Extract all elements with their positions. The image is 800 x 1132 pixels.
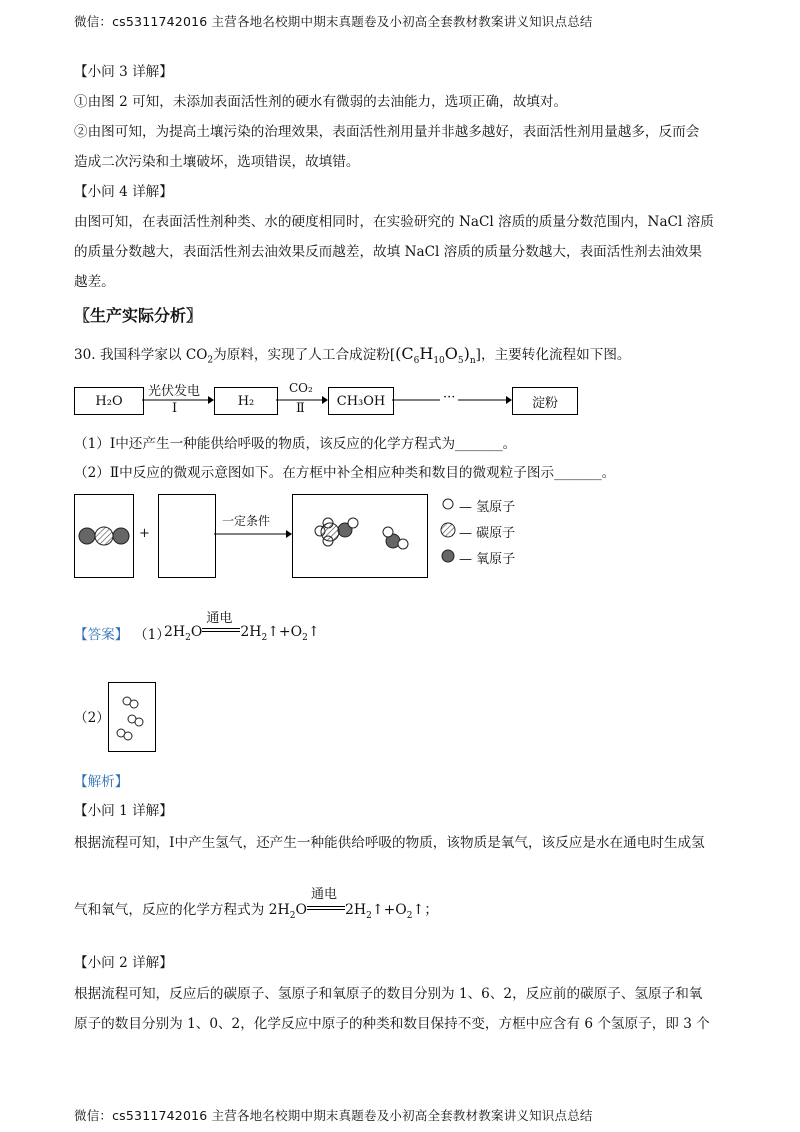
legend-oxygen: — 氧原子 bbox=[459, 552, 516, 567]
answer-equation: $2H_2O$ 通电 $2H_2↑+O_2↑$ bbox=[164, 624, 320, 643]
analysis-s1-line2: 气和氧气，反应的化学方程式为 $2H_2O$ 通电 $2H_2↑+O_2↑$； bbox=[74, 887, 439, 921]
q3-line1: ①由图 2 可知，未添加表面活性剂的硬水有微弱的去油能力，选项正确，故填对。 bbox=[74, 94, 568, 110]
q4-line2: 的质量分数越大，表面活性剂去油效果反而越差，故填 NaCl 溶质的质量分数越大，表面活性剂去油效果 bbox=[74, 244, 702, 260]
flow-arrow2-bottom: Ⅱ bbox=[296, 401, 305, 416]
products-molecules bbox=[293, 495, 427, 577]
flow-dots: ··· bbox=[440, 390, 458, 405]
q30-stem: 30. 我国科学家以 $CO_2$为原料，实现了人工合成淀粉$[(C_6H_{10}O_5)_n]$，主要转化流程如下图。 bbox=[74, 344, 631, 367]
hydrogen-atom-icon bbox=[443, 499, 453, 509]
analysis-s2-title: 【小问 2 详解】 bbox=[74, 955, 173, 971]
answer-part2: （2） bbox=[74, 710, 110, 726]
q30-part1: （1）Ⅰ中还产生一种能供给呼吸的物质，该反应的化学方程式为_______。 bbox=[74, 436, 517, 452]
flow-box-h2: H₂ bbox=[214, 387, 278, 415]
q4-line1: 由图可知，在表面活性剂种类、水的硬度相同时，在实验研究的 NaCl 溶质的质量分数范围内，NaCl 溶质 bbox=[74, 214, 714, 230]
q3-line2: ②由图可知，为提高土壤污染的治理效果，表面活性剂用量并非越多越好，表面活性剂用量越多，反而会 bbox=[74, 124, 700, 140]
q30-stem-c: ]，主要转化流程如下图。 bbox=[475, 347, 631, 363]
analysis-condition: 通电 bbox=[310, 887, 337, 902]
flow-arrow2-top: CO₂ bbox=[289, 381, 313, 395]
answer-part1: （1） bbox=[134, 627, 170, 643]
q3-line3: 造成二次污染和土壤破坏，选项错误，故填错。 bbox=[74, 154, 360, 170]
answer-condition: 通电 bbox=[206, 611, 233, 626]
flow-box-ch3oh: CH₃OH bbox=[328, 387, 394, 415]
legend-hydrogen: — 氢原子 bbox=[459, 500, 516, 515]
analysis-s1-end: ； bbox=[424, 902, 439, 918]
flow-arrow1-top: 光伏发电 bbox=[148, 384, 201, 399]
analysis-s1-line2-text: 气和氧气，反应的化学方程式为 bbox=[74, 902, 265, 918]
q4-line3: 越差。 bbox=[74, 274, 115, 290]
micro-box-products bbox=[292, 494, 428, 578]
q4-title: 【小问 4 详解】 bbox=[74, 184, 173, 200]
micro-condition: 一定条件 bbox=[222, 514, 271, 528]
analysis-s1-line1: 根据流程可知，Ⅰ中产生氢气，还产生一种能供给呼吸的物质，该物质是氧气，该反应是水在通电时生成氢 bbox=[74, 835, 705, 851]
legend-carbon: — 碳原子 bbox=[459, 526, 516, 541]
analysis-label: 【解析】 bbox=[74, 774, 129, 790]
q30-part2: （2）Ⅱ中反应的微观示意图如下。在方框中补全相应种类和数目的微观粒子图示_______。 bbox=[74, 465, 616, 481]
answer-box bbox=[108, 682, 156, 752]
page-header: 微信：cs5311742016 主营各地名校期中期末真题卷及小初高全套教材教案讲义知识点总结 bbox=[74, 14, 593, 29]
flow-arrow1-bottom: Ⅰ bbox=[172, 401, 178, 416]
carbon-atom-icon bbox=[441, 523, 455, 537]
co2-molecule bbox=[75, 495, 133, 577]
q3-title: 【小问 3 详解】 bbox=[74, 64, 173, 80]
answer-label: 【答案】 bbox=[74, 627, 129, 643]
flow-box-h2o: H₂O bbox=[74, 387, 144, 415]
answer-h2-molecules bbox=[109, 683, 155, 751]
legend-icons bbox=[440, 496, 458, 566]
analysis-s2-line1: 根据流程可知，反应后的碳原子、氢原子和氧原子的数目分别为 1、6、2，反应前的碳原子、氢原子和氧 bbox=[74, 986, 703, 1002]
section-title: 〖生产实际分析〗 bbox=[74, 306, 203, 325]
analysis-s1-title: 【小问 1 详解】 bbox=[74, 803, 173, 819]
micro-box-blank bbox=[158, 494, 216, 578]
flow-box-starch: 淀粉 bbox=[512, 387, 578, 415]
oxygen-atom-icon bbox=[442, 550, 454, 562]
page-footer: 微信：cs5311742016 主营各地名校期中期末真题卷及小初高全套教材教案讲义知识点总结 bbox=[74, 1108, 593, 1123]
analysis-s2-line2: 原子的数目分别为 1、0、2，化学反应中原子的种类和数目保持不变，方框中应含有 6 个氢原子，即 3 个 bbox=[74, 1016, 710, 1032]
micro-plus: + bbox=[139, 526, 150, 541]
micro-box-co2 bbox=[74, 494, 134, 578]
q30-stem-a: 30. 我国科学家以 CO bbox=[74, 347, 208, 363]
q30-stem-b: 为原料，实现了人工合成淀粉[ bbox=[213, 347, 396, 363]
